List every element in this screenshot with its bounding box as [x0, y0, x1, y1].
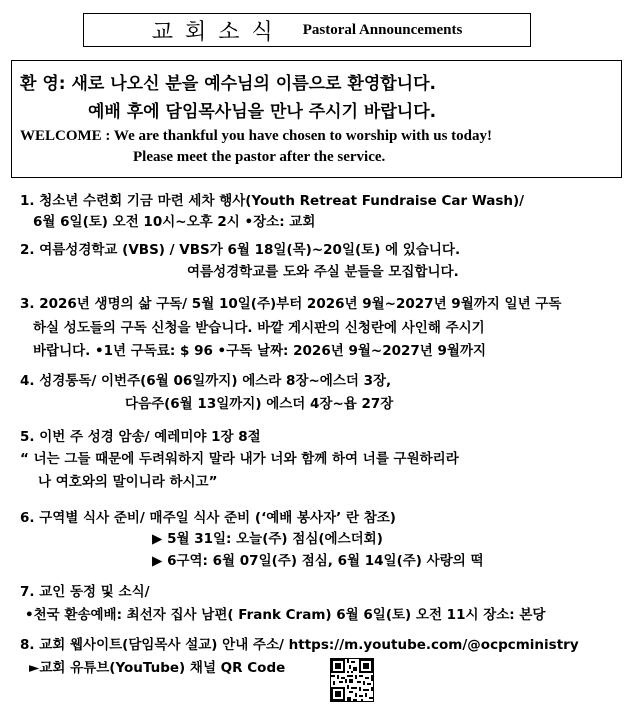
item-1-line2: 6월 6일(토) 오전 10시~오후 2시 •장소: 교회 [33, 214, 316, 230]
welcome-english-line1: WELCOME : We are thankful you have chosen to worship with us today! [20, 128, 493, 144]
item-3-line2: 하실 성도들의 구독 신청을 받습니다. 바깥 게시판의 신청란에 사인해 주시기 [33, 320, 485, 336]
welcome-box [11, 60, 622, 178]
item-8-line1: 8. 교회 웹사이트(담임목사 설교) 안내 주소/ https://m.youtube.com/@ocpcministry [20, 637, 579, 653]
welcome-english-line2: Please meet the pastor after the service. [133, 149, 386, 165]
item-5-line1: 5. 이번 주 성경 암송/ 예레미야 1장 8절 [20, 429, 261, 445]
item-7-line1: 7. 교인 동정 및 소식/ [20, 584, 150, 600]
item-6-line3: ▶ 6구역: 6월 07일(주) 점심, 6월 14일(주) 사랑의 떡 [152, 553, 484, 569]
title-english: Pastoral Announcements [302, 21, 463, 38]
item-2-line1: 2. 여름성경학교 (VBS) / VBS가 6월 18일(목)~20일(토) 에 있습니다. [20, 242, 461, 258]
item-3-line3: 바랍니다. •1년 구독료: $ 96 •구독 날짜: 2026년 9월~2027년 9월까지 [33, 343, 487, 359]
item-4-line1: 4. 성경통독/ 이번주(6월 06일까지) 에스라 8장~에스더 3장, [20, 373, 392, 389]
item-4-line2: 다음주(6월 13일까지) 에스더 4장~욥 27장 [125, 396, 394, 412]
item-5-line3: 나 여호와의 말이니라 하시고” [38, 474, 218, 490]
item-8-line2: ►교회 유튜브(YouTube) 채널 QR Code [29, 660, 286, 676]
item-1-line1: 1. 청소년 수련회 기금 마련 세차 행사(Youth Retreat Fundraise Car Wash)/ [20, 193, 525, 209]
item-6-line2: ▶ 5월 31일: 오늘(주) 점심(에스더회) [152, 531, 383, 547]
item-6-line1: 6. 구역별 식사 준비/ 매주일 식사 준비 (‘예배 봉사자’ 란 참조) [20, 510, 396, 526]
title-korean: 교회소식 [151, 19, 285, 45]
item-7-line2: •천국 환송예배: 최선자 집사 남편( Frank Cram) 6월 6일(토) 오전 11시 장소: 본당 [25, 607, 546, 623]
item-5-line2: “ 너는 그들 때문에 두려워하지 말라 내가 너와 함께 하여 너를 구원하리라 [20, 451, 459, 467]
title-box [83, 13, 531, 47]
item-3-line1: 3. 2026년 생명의 삶 구독/ 5월 10일(주)부터 2026년 9월~2027년 9월까지 일년 구독 [20, 296, 562, 312]
item-2-line2: 여름성경학교를 도와 주실 분들을 모집합니다. [187, 264, 459, 280]
welcome-korean-line2: 예배 후에 담임목사님을 만나 주시기 바랍니다. [88, 102, 437, 122]
welcome-korean-line1: 환 영: 새로 나오신 분을 예수님의 이름으로 환영합니다. [20, 74, 436, 94]
qr-code-icon [330, 658, 374, 702]
